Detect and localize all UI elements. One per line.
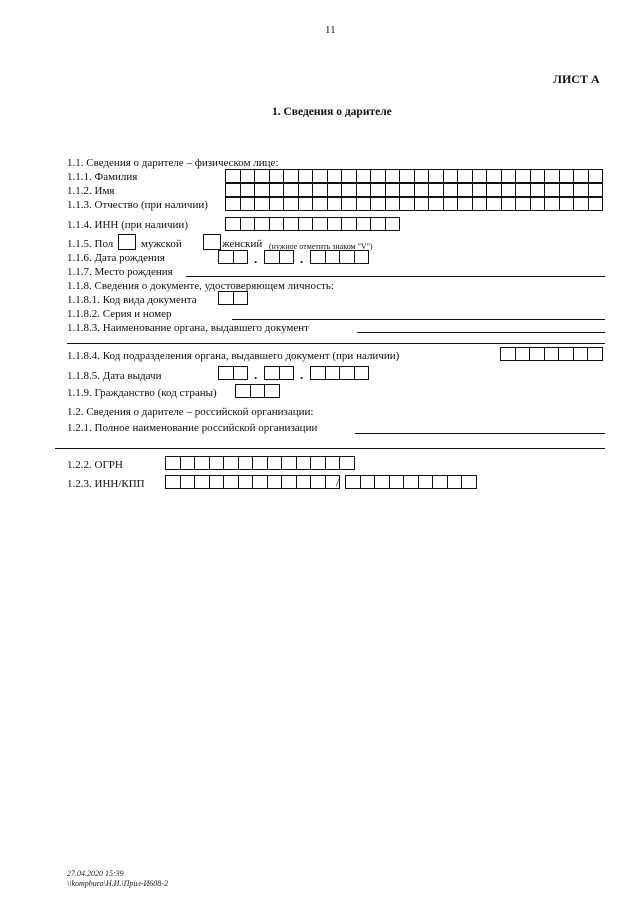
char-cell[interactable] [516,348,531,360]
issuer-name-line-2[interactable] [67,343,605,344]
char-cell[interactable] [545,170,560,182]
char-cell[interactable] [404,476,419,488]
char-cell[interactable] [574,348,589,360]
char-cell[interactable] [458,184,473,196]
char-cell[interactable] [299,184,314,196]
char-cell[interactable] [326,251,341,263]
char-cell[interactable] [386,218,401,230]
issue-day-cells[interactable] [218,366,248,380]
char-cell[interactable] [311,457,326,469]
footer-timestamp: 27.04.2020 15:39 [67,869,124,878]
char-cell[interactable] [545,184,560,196]
char-cell[interactable] [326,367,341,379]
char-cell[interactable] [328,184,343,196]
char-cell[interactable] [444,184,459,196]
sex-note: (нужное отметить знаком "V") [269,242,373,251]
birth-place-line[interactable] [186,276,605,277]
char-cell[interactable] [355,367,370,379]
issue-year-cells[interactable] [310,366,369,380]
char-cell[interactable] [255,170,270,182]
char-cell[interactable] [253,457,268,469]
char-cell[interactable] [268,476,283,488]
char-cell[interactable] [589,198,604,210]
ogrn-cells[interactable] [165,456,355,470]
issuer-code-label: 1.1.8.4. Код подразделения органа, выдавшего документ (при наличии) [67,350,400,362]
char-cell[interactable] [313,218,328,230]
org-name-line-2[interactable] [55,448,605,449]
date-separator: . [300,251,304,266]
char-cell[interactable] [589,184,604,196]
patronymic-cells[interactable] [225,197,603,211]
char-cell[interactable] [429,184,444,196]
char-cell[interactable] [166,476,181,488]
char-cell[interactable] [224,476,239,488]
char-cell[interactable] [265,251,280,263]
char-cell[interactable] [280,251,295,263]
char-cell[interactable] [219,292,234,304]
char-cell[interactable] [444,198,459,210]
char-cell[interactable] [282,476,297,488]
char-cell[interactable] [195,476,210,488]
char-cell[interactable] [545,348,560,360]
char-cell[interactable] [386,170,401,182]
char-cell[interactable] [311,476,326,488]
char-cell[interactable] [328,170,343,182]
char-cell[interactable] [415,184,430,196]
char-cell[interactable] [559,348,574,360]
org-inn-cells[interactable] [165,475,340,489]
char-cell[interactable] [311,367,326,379]
char-cell[interactable] [265,385,280,397]
char-cell[interactable] [299,218,314,230]
birth-place-label: 1.1.7. Место рождения [67,266,173,278]
female-label: женский [222,238,263,250]
char-cell[interactable] [462,476,477,488]
char-cell[interactable] [574,184,589,196]
page-number: 11 [325,24,336,36]
char-cell[interactable] [239,457,254,469]
org-heading: 1.2. Сведения о дарителе – российской организации: [67,406,314,418]
char-cell[interactable] [340,367,355,379]
last-name-cells[interactable] [225,169,603,183]
citizenship-cells[interactable] [235,384,280,398]
char-cell[interactable] [502,170,517,182]
char-cell[interactable] [516,170,531,182]
char-cell[interactable] [501,348,516,360]
char-cell[interactable] [458,198,473,210]
citizenship-label: 1.1.9. Гражданство (код страны) [67,387,217,399]
char-cell[interactable] [313,170,328,182]
male-checkbox[interactable] [118,234,136,250]
char-cell[interactable] [234,251,249,263]
char-cell[interactable] [346,476,361,488]
char-cell[interactable] [241,184,256,196]
char-cell[interactable] [429,170,444,182]
char-cell[interactable] [516,198,531,210]
char-cell[interactable] [270,170,285,182]
char-cell[interactable] [311,251,326,263]
char-cell[interactable] [226,170,241,182]
char-cell[interactable] [255,198,270,210]
char-cell[interactable] [400,184,415,196]
char-cell[interactable] [241,198,256,210]
char-cell[interactable] [270,184,285,196]
char-cell[interactable] [433,476,448,488]
char-cell[interactable] [371,218,386,230]
char-cell[interactable] [531,170,546,182]
char-cell[interactable] [239,476,254,488]
char-cell[interactable] [342,184,357,196]
char-cell[interactable] [255,218,270,230]
char-cell[interactable] [448,476,463,488]
inn-label: 1.1.4. ИНН (при наличии) [67,219,188,231]
char-cell[interactable] [574,170,589,182]
char-cell[interactable] [355,251,370,263]
series-number-line[interactable] [232,319,605,320]
char-cell[interactable] [255,184,270,196]
char-cell[interactable] [328,198,343,210]
char-cell[interactable] [224,457,239,469]
patronymic-label: 1.1.3. Отчество (при наличии) [67,199,208,211]
char-cell[interactable] [270,198,285,210]
char-cell[interactable] [473,170,488,182]
char-cell[interactable] [357,170,372,182]
char-cell[interactable] [297,457,312,469]
series-number-label: 1.1.8.2. Серия и номер [67,308,172,320]
char-cell[interactable] [560,198,575,210]
sex-label: 1.1.5. Пол [67,238,114,250]
birth-month-cells[interactable] [264,250,294,264]
char-cell[interactable] [342,218,357,230]
char-cell[interactable] [284,184,299,196]
org-name-line[interactable] [355,433,605,434]
birth-year-cells[interactable] [310,250,369,264]
inn-kpp-label: 1.2.3. ИНН/КПП [67,478,145,490]
inn-cells[interactable] [225,217,400,231]
char-cell[interactable] [473,184,488,196]
issuer-name-label: 1.1.8.3. Наименование органа, выдавшего документ [67,322,309,334]
char-cell[interactable] [234,367,249,379]
char-cell[interactable] [234,292,249,304]
char-cell[interactable] [588,348,603,360]
char-cell[interactable] [297,476,312,488]
male-label: мужской [141,238,182,250]
char-cell[interactable] [219,367,234,379]
char-cell[interactable] [589,170,604,182]
date-separator: . [254,367,258,382]
char-cell[interactable] [268,457,283,469]
char-cell[interactable] [386,198,401,210]
female-checkbox[interactable] [203,234,221,250]
char-cell[interactable] [361,476,376,488]
char-cell[interactable] [241,170,256,182]
char-cell[interactable] [265,367,280,379]
char-cell[interactable] [560,184,575,196]
person-heading: 1.1. Сведения о дарителе – физическом лице: [67,157,279,169]
char-cell[interactable] [530,348,545,360]
char-cell[interactable] [226,218,241,230]
char-cell[interactable] [284,198,299,210]
char-cell[interactable] [340,251,355,263]
char-cell[interactable] [181,457,196,469]
char-cell[interactable] [284,218,299,230]
char-cell[interactable] [270,218,285,230]
last-name-label: 1.1.1. Фамилия [67,171,138,183]
birth-day-cells[interactable] [218,250,248,264]
char-cell[interactable] [371,198,386,210]
char-cell[interactable] [342,170,357,182]
char-cell[interactable] [299,170,314,182]
char-cell[interactable] [487,170,502,182]
issuer-code-cells[interactable] [500,347,603,361]
char-cell[interactable] [236,385,251,397]
char-cell[interactable] [531,198,546,210]
char-cell[interactable] [400,170,415,182]
char-cell[interactable] [181,476,196,488]
char-cell[interactable] [166,457,181,469]
section-title: 1. Сведения о дарителе [272,106,392,118]
birth-date-label: 1.1.6. Дата рождения [67,252,165,264]
first-name-cells[interactable] [225,183,603,197]
char-cell[interactable] [195,457,210,469]
char-cell[interactable] [219,251,234,263]
char-cell[interactable] [342,198,357,210]
char-cell[interactable] [226,198,241,210]
footer-path: \\kompburo\Н.И.\Прил-И608-2 [67,879,168,888]
char-cell[interactable] [357,218,372,230]
char-cell[interactable] [280,367,295,379]
char-cell[interactable] [371,184,386,196]
issue-month-cells[interactable] [264,366,294,380]
char-cell[interactable] [390,476,405,488]
char-cell[interactable] [458,170,473,182]
char-cell[interactable] [444,170,459,182]
char-cell[interactable] [400,198,415,210]
sheet-label: ЛИСТ А [553,72,600,86]
char-cell[interactable] [210,457,225,469]
char-cell[interactable] [313,184,328,196]
char-cell[interactable] [574,198,589,210]
char-cell[interactable] [371,170,386,182]
char-cell[interactable] [473,198,488,210]
char-cell[interactable] [502,198,517,210]
char-cell[interactable] [531,184,546,196]
doc-code-cells[interactable] [218,291,248,305]
first-name-label: 1.1.2. Имя [67,185,115,197]
char-cell[interactable] [326,457,341,469]
char-cell[interactable] [502,184,517,196]
char-cell[interactable] [357,198,372,210]
ogrn-label: 1.2.2. ОГРН [67,459,123,471]
char-cell[interactable] [545,198,560,210]
char-cell[interactable] [299,198,314,210]
date-separator: . [254,251,258,266]
char-cell[interactable] [253,476,268,488]
inn-kpp-slash: / [336,477,340,489]
issue-date-label: 1.1.8.5. Дата выдачи [67,370,162,382]
char-cell[interactable] [487,198,502,210]
char-cell[interactable] [516,184,531,196]
char-cell[interactable] [241,218,256,230]
org-name-label: 1.2.1. Полное наименование российской организации [67,422,318,434]
char-cell[interactable] [415,170,430,182]
date-separator: . [300,367,304,382]
char-cell[interactable] [328,218,343,230]
doc-code-label: 1.1.8.1. Код вида документа [67,294,197,306]
char-cell[interactable] [210,476,225,488]
char-cell[interactable] [284,170,299,182]
char-cell[interactable] [415,198,430,210]
char-cell[interactable] [429,198,444,210]
char-cell[interactable] [226,184,241,196]
id-heading: 1.1.8. Сведения о документе, удостоверяющем личность: [67,280,334,292]
char-cell[interactable] [357,184,372,196]
char-cell[interactable] [340,457,355,469]
char-cell[interactable] [419,476,434,488]
kpp-cells[interactable] [345,475,477,489]
char-cell[interactable] [313,198,328,210]
char-cell[interactable] [375,476,390,488]
char-cell[interactable] [560,170,575,182]
char-cell[interactable] [282,457,297,469]
char-cell[interactable] [251,385,266,397]
issuer-name-line[interactable] [357,332,605,333]
char-cell[interactable] [487,184,502,196]
char-cell[interactable] [386,184,401,196]
